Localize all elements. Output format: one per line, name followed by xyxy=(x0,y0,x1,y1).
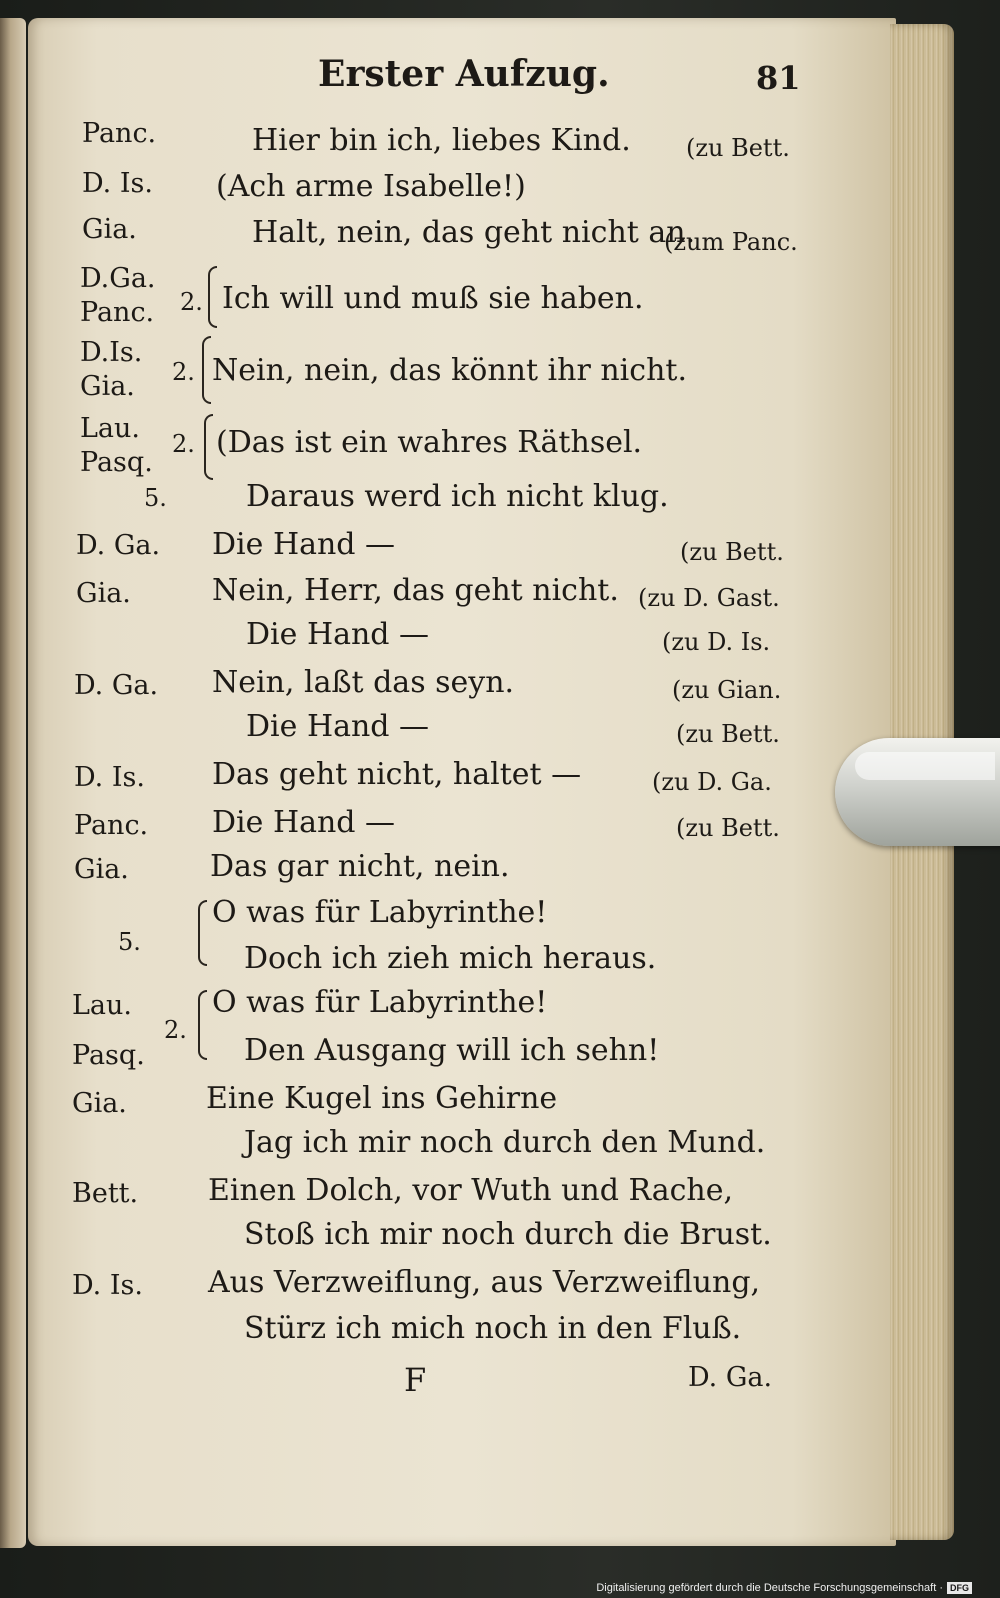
verse-line: Nein, nein, das könnt ihr nicht. xyxy=(212,353,687,388)
voice-count: 5. xyxy=(118,928,141,956)
stage-direction: (zu D. Is. xyxy=(662,628,771,656)
catchword: D. Ga. xyxy=(688,1362,773,1393)
verse-line: Eine Kugel ins Gehirne xyxy=(206,1081,558,1116)
verse-line: Hier bin ich, liebes Kind. xyxy=(252,123,631,158)
credit-text: Digitalisierung gefördert durch die Deutsche Forschungsgemeinschaft · xyxy=(596,1582,943,1594)
speaker-label: D.Is. Gia. xyxy=(80,337,143,402)
stage-direction: (zu Gian. xyxy=(672,676,782,704)
speaker-label: Gia. xyxy=(82,214,137,245)
bracket xyxy=(208,266,217,328)
speaker-label: Gia. xyxy=(76,578,131,609)
voice-count: 2. xyxy=(172,358,195,386)
verse-line: Die Hand — xyxy=(212,527,396,562)
speaker-label: Gia. xyxy=(72,1088,127,1119)
verse-line: Jag ich mir noch durch den Mund. xyxy=(244,1125,766,1160)
verse-line: Doch ich zieh mich heraus. xyxy=(244,941,657,976)
speaker-label: Gia. xyxy=(74,854,129,885)
verse-line: (Das ist ein wahres Räthsel. xyxy=(216,425,643,460)
digitization-credit xyxy=(596,1582,972,1594)
speaker-label: D. Ga. xyxy=(74,670,159,701)
stage-direction: (zu Bett. xyxy=(686,134,790,162)
verse-line: Nein, Herr, das geht nicht. xyxy=(212,573,619,608)
page-clip-highlight xyxy=(855,752,995,780)
speaker-label: D. Is. xyxy=(72,1270,143,1301)
verse-line: Die Hand — xyxy=(212,805,396,840)
verse-line: Nein, laßt das seyn. xyxy=(212,665,515,700)
speaker-label: Pasq. xyxy=(72,1040,145,1071)
stage-direction: (zu Bett. xyxy=(676,814,780,842)
running-title: Erster Aufzug. xyxy=(318,53,610,95)
verse-line: Einen Dolch, vor Wuth und Rache, xyxy=(208,1173,734,1208)
bracket xyxy=(202,336,211,404)
voice-count: 2. xyxy=(172,430,195,458)
speaker-label: Lau. Pasq. xyxy=(80,413,153,478)
bracket xyxy=(204,414,213,480)
left-page-edge xyxy=(0,18,26,1548)
verse-line: Das gar nicht, nein. xyxy=(210,849,510,884)
verse-line: O was für Labyrinthe! xyxy=(212,985,548,1020)
verse-line: Ich will und muß sie haben. xyxy=(222,281,644,316)
speaker-label: D.Ga. Panc. xyxy=(80,263,156,328)
speaker-label: Panc. xyxy=(74,810,149,841)
verse-line: Die Hand — xyxy=(246,709,430,744)
bracket xyxy=(198,990,207,1060)
stage-direction: (zum Panc. xyxy=(664,228,798,256)
verse-line: O was für Labyrinthe! xyxy=(212,895,548,930)
speaker-label: D. Is. xyxy=(82,168,153,199)
verse-line: (Ach arme Isabelle!) xyxy=(216,169,526,204)
bracket xyxy=(198,900,207,966)
verse-line: Aus Verzweiflung, aus Verzweiflung, xyxy=(208,1265,761,1300)
voice-count: 2. xyxy=(180,288,203,316)
verse-line: Das geht nicht, haltet — xyxy=(212,757,582,792)
voice-count: 2. xyxy=(164,1016,187,1044)
verse-line: Die Hand — xyxy=(246,617,430,652)
stage-direction: (zu Bett. xyxy=(676,720,780,748)
dfg-logo: DFG xyxy=(947,1582,972,1594)
signature-mark: F xyxy=(404,1361,427,1399)
verse-line: Daraus werd ich nicht klug. xyxy=(246,479,669,514)
speaker-label: D. Is. xyxy=(74,762,145,793)
speaker-label: Panc. xyxy=(82,118,157,149)
stage-direction: (zu D. Ga. xyxy=(652,768,772,796)
speaker-label: D. Ga. xyxy=(76,530,161,561)
speaker-label: Bett. xyxy=(72,1178,139,1209)
stage-direction: (zu Bett. xyxy=(680,538,784,566)
speaker-label: Lau. xyxy=(72,990,132,1021)
verse-line: Stürz ich mich noch in den Fluß. xyxy=(244,1311,742,1346)
voice-count: 5. xyxy=(144,484,167,512)
stage-direction: (zu D. Gast. xyxy=(638,584,780,612)
verse-line: Halt, nein, das geht nicht an. xyxy=(252,215,696,250)
page-number: 81 xyxy=(756,59,801,97)
verse-line: Den Ausgang will ich sehn! xyxy=(244,1033,660,1068)
verse-line: Stoß ich mir noch durch die Brust. xyxy=(244,1217,772,1252)
